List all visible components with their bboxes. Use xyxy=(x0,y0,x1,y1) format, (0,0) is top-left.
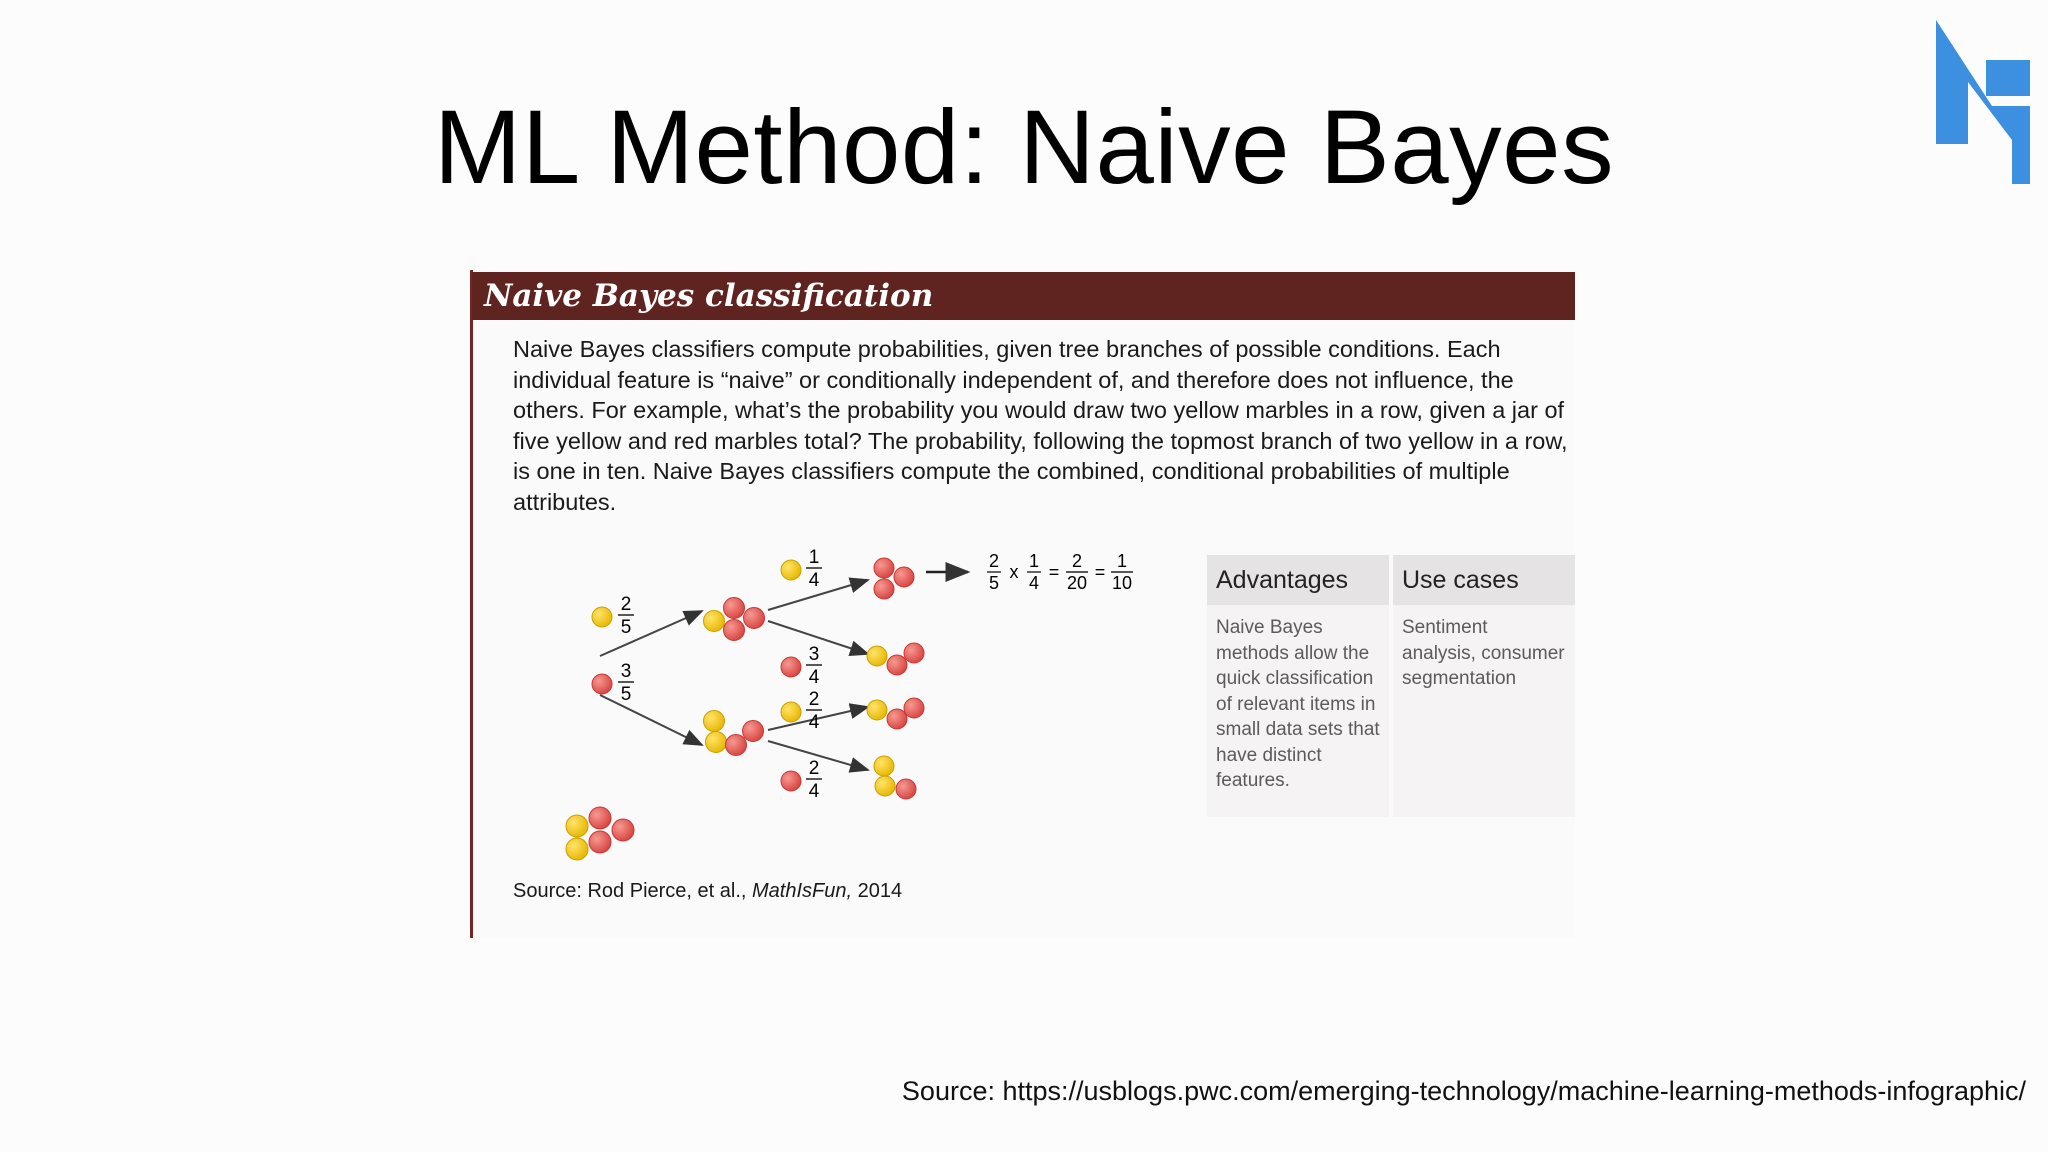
yellow-marble xyxy=(566,838,588,860)
fraction-num: 1 xyxy=(808,547,820,568)
fraction-num: 1 xyxy=(1028,551,1040,571)
naive-bayes-infographic xyxy=(470,270,1575,938)
equals-sign: = xyxy=(1048,562,1060,582)
red-marble xyxy=(612,819,634,841)
company-logo-icon xyxy=(1934,20,2030,184)
fraction-num: 2 xyxy=(988,551,1000,571)
times-sign: x xyxy=(1009,562,1019,582)
fraction-den: 4 xyxy=(808,781,820,802)
branch-label-red xyxy=(592,661,634,705)
yellow-marble xyxy=(566,815,588,837)
fraction-den: 5 xyxy=(620,617,632,638)
fraction-num: 2 xyxy=(808,758,820,779)
fraction-num: 3 xyxy=(808,644,820,665)
branch-label-yellow xyxy=(592,594,634,638)
leaf-yellow-red-red-2 xyxy=(867,698,924,729)
leaf-yellow-red-red xyxy=(867,643,924,675)
advantages-heading: Advantages xyxy=(1207,555,1389,605)
accent-line xyxy=(470,270,473,938)
advantages-box xyxy=(1207,555,1389,817)
fraction-den: 5 xyxy=(620,684,632,705)
marbles-after-yellow xyxy=(704,598,765,641)
advantages-text: Naive Bayes methods allow the quick classification of relevant items in small data sets that have distinct features. xyxy=(1216,617,1380,791)
slide-source-footer: Source: https://usblogs.pwc.com/emerging-technology/machine-learning-methods-infographic/ xyxy=(901,1076,2026,1106)
branch-label-yr xyxy=(781,644,822,688)
leaf-red-red-red xyxy=(874,558,914,599)
branch-arrow xyxy=(600,611,702,656)
red-marble xyxy=(589,831,611,853)
fraction-den: 4 xyxy=(1028,573,1040,593)
source-year: 2014 xyxy=(852,880,903,902)
source-work: MathIsFun, xyxy=(752,880,853,902)
source-prefix: Source: Rod Pierce, et al., xyxy=(513,880,753,902)
marble-jar xyxy=(566,807,634,860)
infographic-banner xyxy=(472,272,1575,320)
branch-arrow xyxy=(600,695,702,745)
probability-equation xyxy=(987,551,1133,593)
banner-title: Naive Bayes classification xyxy=(484,278,934,314)
slide-title: ML Method: Naive Bayes xyxy=(433,89,1615,206)
probability-tree-svg xyxy=(530,547,1250,850)
fraction-num: 2 xyxy=(620,594,632,615)
probability-tree-diagram xyxy=(530,547,1250,850)
fraction-num: 2 xyxy=(1071,551,1083,571)
branch-label-rr xyxy=(781,758,822,802)
fraction-den: 4 xyxy=(808,570,820,591)
fraction-num: 2 xyxy=(808,689,820,710)
use-cases-box xyxy=(1393,555,1575,817)
infographic-source xyxy=(513,880,902,903)
fraction-num: 1 xyxy=(1116,551,1128,571)
fraction-den: 20 xyxy=(1066,573,1088,593)
fraction-den: 5 xyxy=(988,573,1000,593)
fraction-den: 4 xyxy=(808,712,820,733)
marbles-after-red xyxy=(704,711,764,756)
equals-sign: = xyxy=(1094,562,1106,582)
fraction-num: 3 xyxy=(620,661,632,682)
use-cases-heading: Use cases xyxy=(1393,555,1575,605)
description-paragraph: Naive Bayes classifiers compute probabilities, given tree branches of possible conditions. Each individual feature is “naive” or conditionally independent of, and therefore does not influence, the others. For example, what’s the probability you would draw two yellow marbles in a row, given a jar of five yellow and red marbles total? The probability, following the topmost branch of two yellow in a row, is one in ten. Naive Bayes classifiers compute the combined, conditional probabilities of multiple attributes. xyxy=(513,336,1568,515)
branch-label-yy xyxy=(781,547,822,591)
red-marble xyxy=(589,807,611,829)
use-cases-text: Sentiment analysis, consumer segmentation xyxy=(1402,617,1565,689)
fraction-den: 4 xyxy=(808,667,820,688)
fraction-den: 10 xyxy=(1111,573,1133,593)
leaf-yellow-yellow-red xyxy=(874,756,916,799)
